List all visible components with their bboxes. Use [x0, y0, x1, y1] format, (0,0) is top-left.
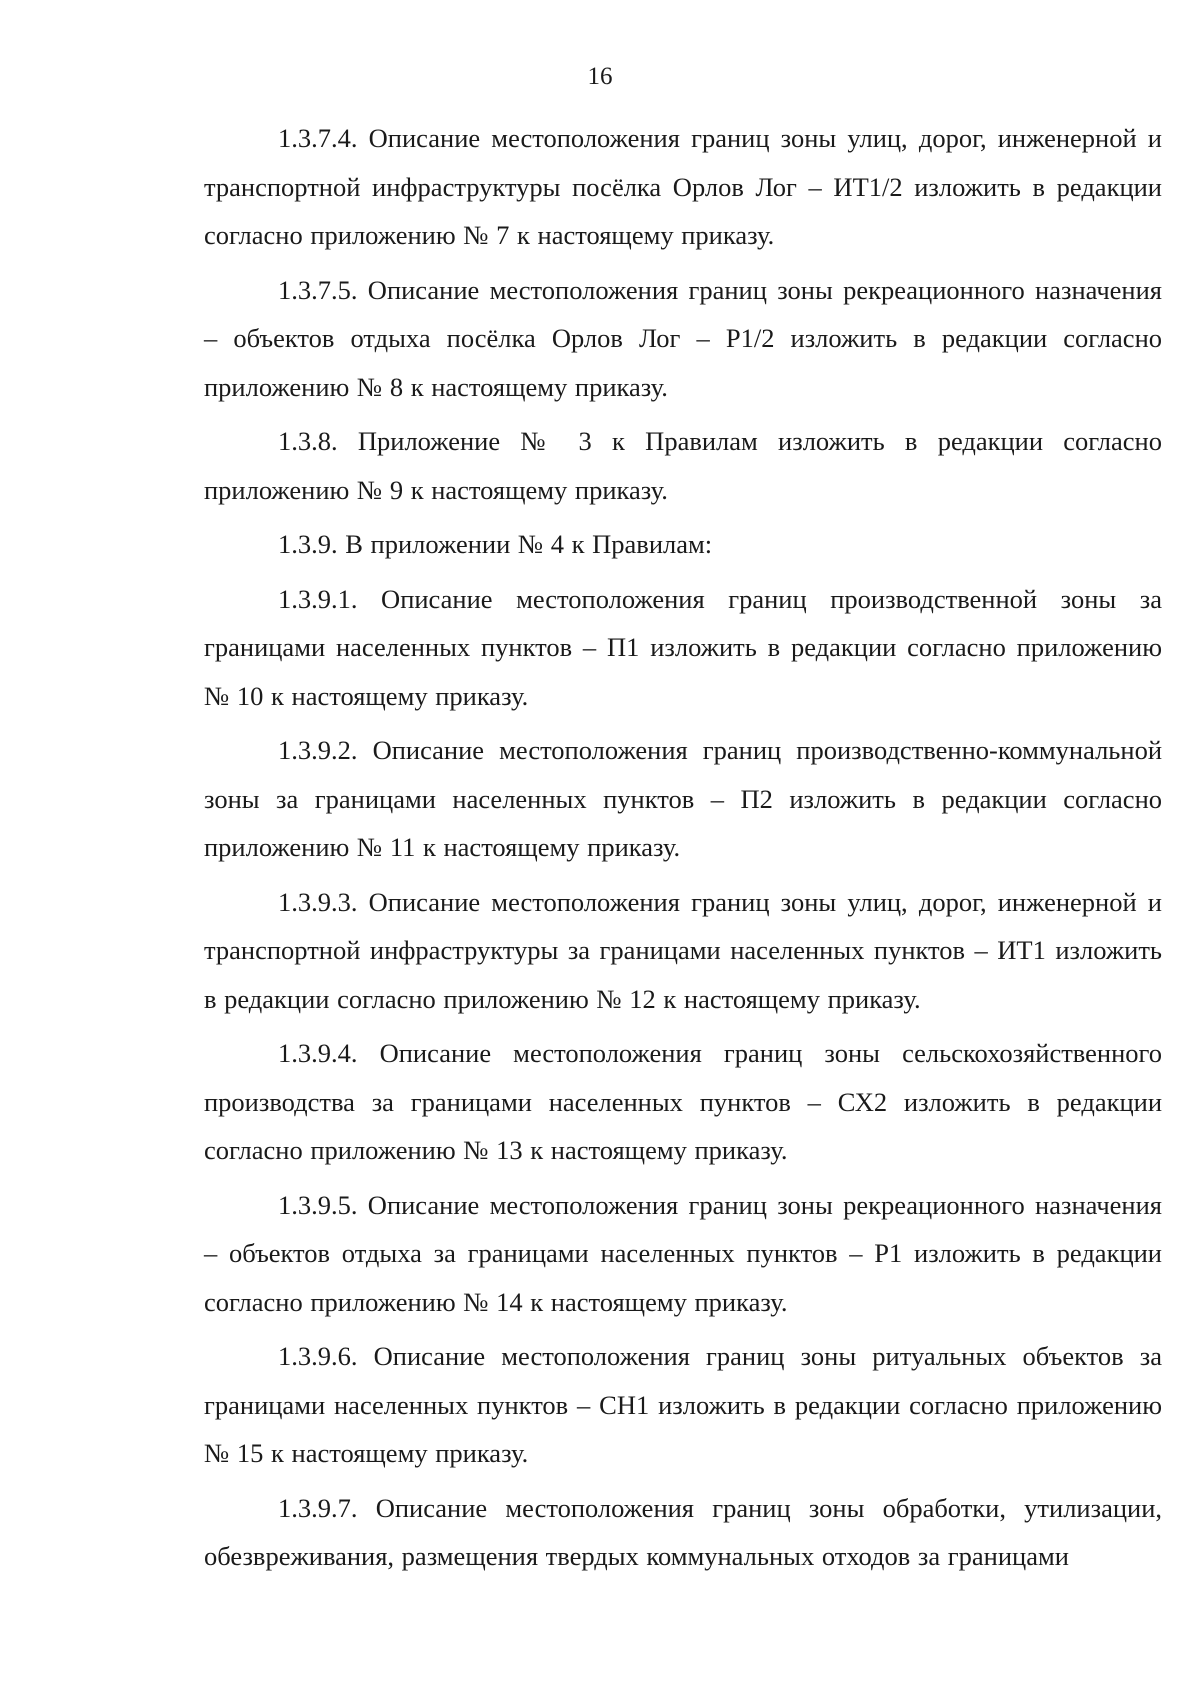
- paragraph-1-3-7-4: 1.3.7.4. Описание местоположения границ зоны улиц, дорог, инженерной и транспортной инфраструктуры посёлка Орлов Лог – ИТ1/2 изложить в редакции согласно приложению № 7 к настоящему приказу.: [204, 123, 1162, 250]
- paragraph-1-3-8: 1.3.8. Приложение № 3 к Правилам изложить в редакции согласно приложению № 9 к настоящему приказу.: [204, 426, 1162, 505]
- paragraph-1-3-9: 1.3.9. В приложении № 4 к Правилам:: [278, 529, 713, 559]
- paragraph-1-3-7-5: 1.3.7.5. Описание местоположения границ зоны рекреационного назначения – объектов отдыха посёлка Орлов Лог – Р1/2 изложить в редакции согласно приложению № 8 к настоящему приказу.: [204, 274, 1162, 402]
- paragraph-1-3-9-2: 1.3.9.2. Описание местоположения границ производственно-коммунальной зоны за границами населенных пунктов – П2 изложить в редакции согласно приложению № 11 к настоящему приказу.: [204, 735, 1162, 862]
- page-number: 16: [587, 63, 613, 90]
- paragraph-1-3-9-5: 1.3.9.5. Описание местоположения границ зоны рекреационного назначения – объектов отдыха за границами населенных пунктов – Р1 изложить в редакции согласно приложению № 14 к настоящему приказу.: [204, 1189, 1162, 1317]
- paragraph-1-3-9-4: 1.3.9.4. Описание местоположения границ зоны сельскохозяйственного производства за границами населенных пунктов – СХ2 изложить в редакции согласно приложению № 13 к настоящему приказу.: [204, 1038, 1162, 1165]
- paragraph-1-3-9-6: 1.3.9.6. Описание местоположения границ зоны ритуальных объектов за границами населенных пунктов – СН1 изложить в редакции согласно приложению № 15 к настоящему приказу.: [204, 1341, 1162, 1468]
- paragraph-1-3-9-7: 1.3.9.7. Описание местоположения границ зоны обработки, утилизации, обезвреживания, размещения твердых коммунальных отходов за границами: [204, 1492, 1162, 1571]
- paragraph-1-3-9-1: 1.3.9.1. Описание местоположения границ производственной зоны за границами населенных пунктов – П1 изложить в редакции согласно приложению № 10 к настоящему приказу.: [204, 583, 1162, 711]
- paragraph-1-3-9-3: 1.3.9.3. Описание местоположения границ зоны улиц, дорог, инженерной и транспортной инфраструктуры за границами населенных пунктов – ИТ1 изложить в редакции согласно приложению № 12 к настоящему приказу.: [204, 886, 1162, 1014]
- document-body: [204, 114, 1162, 1587]
